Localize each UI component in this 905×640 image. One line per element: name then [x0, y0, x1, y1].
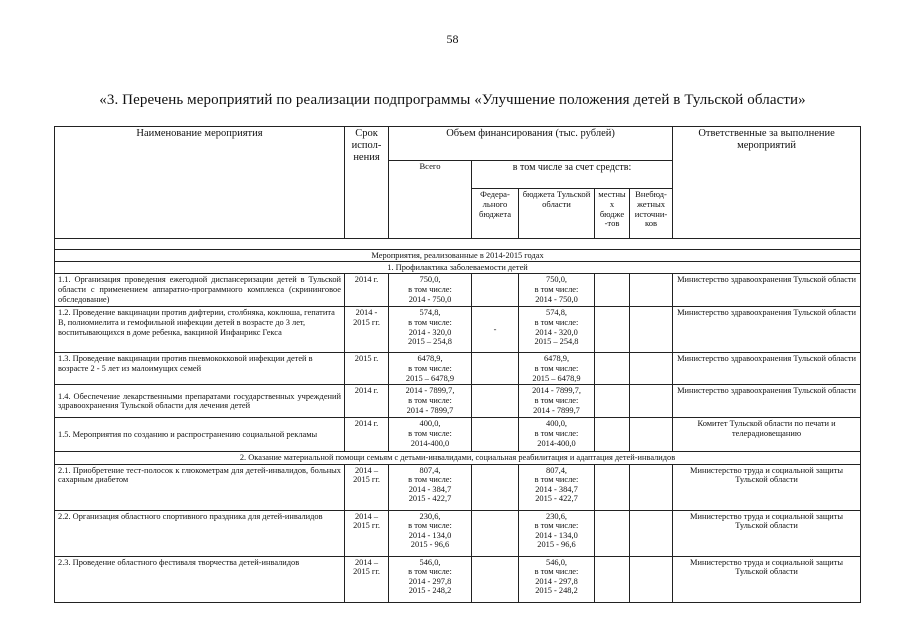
regional-line: 2015 – 254,8 [534, 337, 579, 347]
total-cell [389, 510, 472, 556]
total-line: 6478,9, [417, 354, 443, 364]
regional-line: 2015 - 96,6 [537, 540, 576, 550]
activity-name: 1.5. Мероприятия по созданию и распространению социальной рекламы [55, 418, 345, 452]
total-line: 2014 - 320,0 [408, 327, 452, 337]
activity-name: 1.3. Проведение вакцинации против пневмококковой инфекции детей в возрасте 2 - 5 лет из малоимущих семей [55, 353, 345, 385]
local-cell [595, 418, 630, 452]
total-line: 2015 - 422,7 [408, 494, 452, 504]
extra-cell [630, 464, 673, 510]
extra-cell [630, 307, 673, 353]
regional-line: в том числе: [534, 396, 579, 406]
responsible-cell: Комитет Тульской области по печати и телерадиовещанию [673, 418, 861, 452]
regional-line: 2015 - 248,2 [535, 586, 578, 596]
section-heading: Мероприятия, реализованные в 2014-2015 годах [55, 250, 861, 262]
header-extra: Внебюд- жетных источни- ков [630, 189, 673, 239]
section-heading: 1. Профилактика заболеваемости детей [55, 262, 861, 274]
regional-line: 400,0, [546, 419, 567, 429]
page-number: 58 [446, 32, 459, 46]
header-regional: бюджета Тульской области [519, 189, 595, 239]
total-line: 2015 – 254,8 [408, 337, 452, 347]
regional-cell [519, 385, 595, 418]
total-line: 2014-400,0 [410, 438, 450, 448]
federal-cell [472, 418, 519, 452]
total-line: 400,0, [419, 419, 441, 429]
activity-term: 2014 г. [345, 274, 389, 307]
local-cell [595, 353, 630, 385]
regional-cell [519, 510, 595, 556]
total-cell [389, 274, 472, 307]
regional-line: 2014 - 7899,7 [533, 405, 580, 415]
activity-term: 2014 - 2015 гг. [345, 307, 389, 353]
total-line: 2014 - 7899,7 [406, 405, 454, 415]
responsible-cell: Министерство труда и социальной защиты Тульской области [673, 510, 861, 556]
table-row [55, 353, 861, 385]
responsible-cell: Министерство здравоохранения Тульской области [673, 385, 861, 418]
total-line: в том числе: [408, 429, 452, 439]
table-row [55, 556, 861, 602]
total-line: в том числе: [408, 567, 452, 577]
regional-line: в том числе: [534, 429, 579, 439]
total-line: в том числе: [408, 318, 452, 328]
total-line: 546,0, [419, 557, 441, 567]
total-cell [389, 464, 472, 510]
section-heading: 2. Оказание материальной помощи семьям с детьми-инвалидами, социальная реабилитация и адаптация детей-инвалидов [55, 452, 861, 464]
extra-cell [630, 418, 673, 452]
total-line: 807,4, [419, 465, 441, 475]
regional-line: в том числе: [534, 475, 579, 485]
section-heading-row [55, 250, 861, 262]
regional-line: в том числе: [534, 364, 579, 374]
regional-line: 2014 - 384,7 [535, 484, 578, 494]
document-title: «3. Перечень мероприятий по реализации подпрограммы «Улучшение положения детей в Тульской области» [99, 92, 806, 108]
total-line: 2014 - 384,7 [408, 484, 452, 494]
federal-cell [472, 385, 519, 418]
local-cell [595, 556, 630, 602]
header-local: местны х бюдже -тов [595, 189, 630, 239]
regional-line: в том числе: [534, 285, 579, 295]
activity-term: 2014 г. [345, 385, 389, 418]
regional-line: в том числе: [534, 567, 579, 577]
header-term: Срок испол- нения [345, 127, 389, 239]
activity-term: 2014 г. [345, 418, 389, 452]
header-federal: Федера- льного бюджета [472, 189, 519, 239]
federal-cell [472, 556, 519, 602]
regional-line: 750,0, [546, 275, 567, 285]
table-row [55, 464, 861, 510]
total-line: 2014 - 7899,7, [405, 386, 455, 396]
section-heading-row [55, 262, 861, 274]
activity-name: 2.1. Приобретение тест-полосок к глюкометрам для детей-инвалидов, больных сахарным диабетом [55, 464, 345, 510]
regional-cell [519, 418, 595, 452]
regional-line: в том числе: [534, 521, 579, 531]
regional-line: 2014 - 297,8 [535, 576, 578, 586]
regional-line: 2014 - 134,0 [535, 530, 578, 540]
regional-line: 2014 - 750,0 [535, 294, 578, 304]
activity-term: 2014 – 2015 гг. [345, 510, 389, 556]
activity-name: 1.4. Обеспечение лекарственными препаратами государственных учреждений здравоохранения Тульской области для лечения детей [55, 385, 345, 418]
federal-cell [472, 464, 519, 510]
regional-cell [519, 274, 595, 307]
activity-term: 2014 – 2015 гг. [345, 464, 389, 510]
extra-cell [630, 385, 673, 418]
local-cell [595, 307, 630, 353]
total-cell [389, 307, 472, 353]
regional-line: 2015 – 6478,9 [532, 373, 581, 383]
federal-cell [472, 274, 519, 307]
total-line: в том числе: [408, 475, 452, 485]
regional-line: 546,0, [546, 557, 567, 567]
local-cell [595, 274, 630, 307]
total-cell [389, 556, 472, 602]
regional-line: 574,8, [546, 308, 567, 318]
activities-table [54, 126, 861, 603]
total-line: в том числе: [408, 285, 452, 295]
federal-cell [472, 510, 519, 556]
total-line: 230,6, [419, 511, 441, 521]
table-row [55, 307, 861, 353]
responsible-cell: Министерство труда и социальной защиты Тульской области [673, 556, 861, 602]
header-total: Всего [389, 161, 472, 239]
local-cell [595, 464, 630, 510]
table-header [55, 127, 861, 239]
responsible-cell: Министерство здравоохранения Тульской области [673, 274, 861, 307]
header-including: в том числе за счет средств: [472, 161, 673, 189]
separator-row [55, 239, 861, 250]
total-cell [389, 353, 472, 385]
total-line: в том числе: [408, 521, 452, 531]
regional-line: в том числе: [534, 318, 579, 328]
total-line: 2014 - 750,0 [408, 294, 452, 304]
responsible-cell: Министерство здравоохранения Тульской области [673, 307, 861, 353]
regional-line: 2015 - 422,7 [535, 494, 578, 504]
section-heading-row [55, 452, 861, 464]
table-body [55, 239, 861, 603]
extra-cell [630, 556, 673, 602]
regional-line: 2014 - 320,0 [535, 327, 578, 337]
total-line: 2015 - 248,2 [408, 586, 452, 596]
regional-cell [519, 556, 595, 602]
table-row [55, 418, 861, 452]
header-responsible: Ответственные за выполнение мероприятий [673, 127, 861, 239]
federal-cell: - [472, 307, 519, 353]
total-cell [389, 385, 472, 418]
local-cell [595, 510, 630, 556]
local-cell [595, 385, 630, 418]
activity-name: 2.2. Организация областного спортивного праздника для детей-инвалидов [55, 510, 345, 556]
extra-cell [630, 353, 673, 385]
activity-name: 2.3. Проведение областного фестиваля творчества детей-инвалидов [55, 556, 345, 602]
regional-line: 6478,9, [543, 354, 570, 364]
extra-cell [630, 274, 673, 307]
header-name: Наименование мероприятия [55, 127, 345, 239]
responsible-cell: Министерство здравоохранения Тульской области [673, 353, 861, 385]
regional-line: 230,6, [546, 511, 567, 521]
total-line: 2015 - 96,6 [410, 540, 450, 550]
total-line: 2014 - 297,8 [408, 576, 452, 586]
activity-term: 2014 – 2015 гг. [345, 556, 389, 602]
total-line: в том числе: [408, 364, 452, 374]
regional-cell [519, 353, 595, 385]
total-line: 2015 – 6478,9 [405, 373, 455, 383]
regional-cell [519, 307, 595, 353]
total-cell [389, 418, 472, 452]
activity-term: 2015 г. [345, 353, 389, 385]
total-line: 574,8, [419, 308, 441, 318]
federal-cell [472, 353, 519, 385]
total-line: 2014 - 134,0 [408, 530, 452, 540]
table-row [55, 274, 861, 307]
activity-name: 1.1. Организация проведения ежегодной диспансеризации детей в Тульской области с применением аппаратно-программного комплекса (скрининговое обследование) [55, 274, 345, 307]
regional-line: 807,4, [546, 465, 567, 475]
table-row [55, 510, 861, 556]
header-funding: Объем финансирования (тыс. рублей) [389, 127, 673, 161]
regional-line: 2014-400,0 [537, 438, 576, 448]
total-line: в том числе: [408, 396, 452, 406]
regional-line: 2014 - 7899,7, [532, 386, 581, 396]
table-row [55, 385, 861, 418]
extra-cell [630, 510, 673, 556]
regional-cell [519, 464, 595, 510]
total-line: 750,0, [419, 275, 441, 285]
activity-name: 1.2. Проведение вакцинации против дифтерии, столбняка, коклюша, гепатита В, полиомиелита и гемофильной инфекции детей в возрасте до 3 лет, воспитывающихся в доме ребенка, вакциной Инфанрикс Гекса [55, 307, 345, 353]
responsible-cell: Министерство труда и социальной защиты Тульской области [673, 464, 861, 510]
